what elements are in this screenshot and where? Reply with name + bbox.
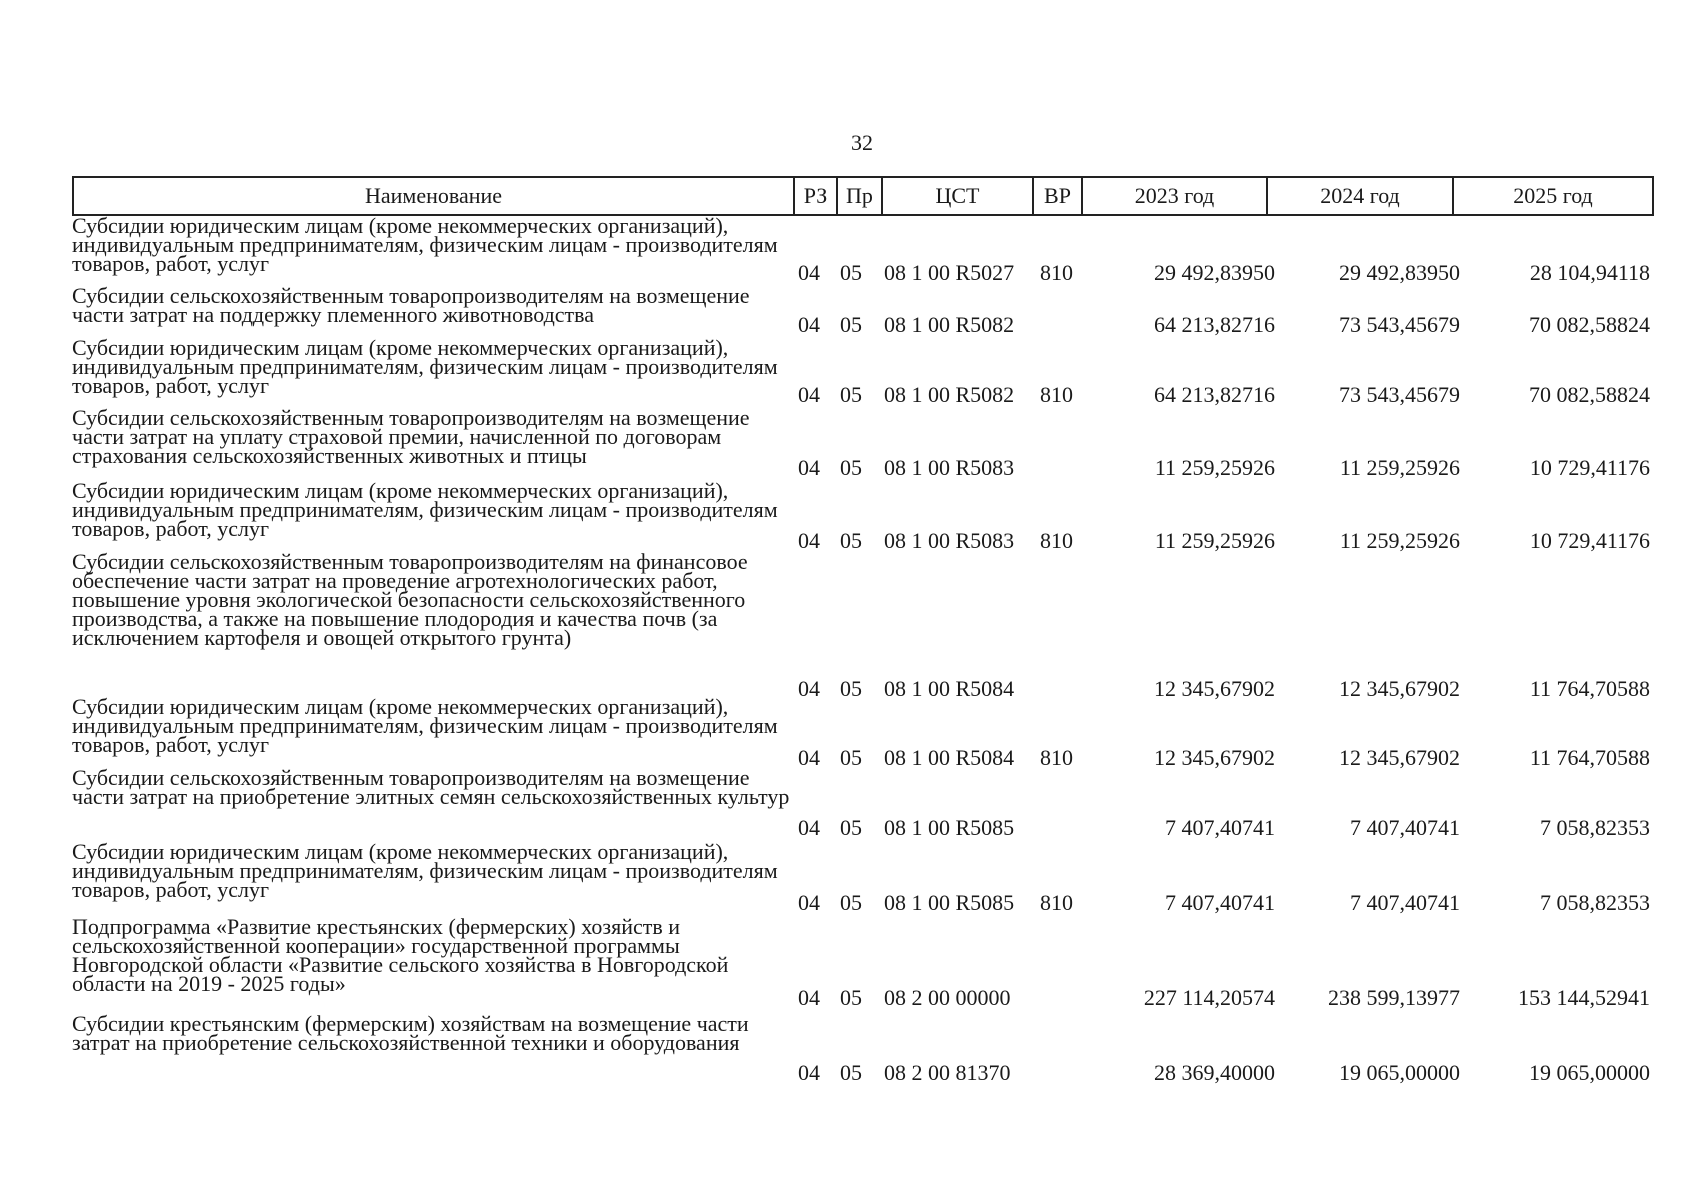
header-rz: РЗ bbox=[795, 178, 838, 214]
row-value-2025: 11 764,70588 bbox=[1529, 745, 1650, 770]
row-pr: 05 bbox=[840, 260, 862, 285]
row-value-2025: 10 729,41176 bbox=[1529, 455, 1650, 480]
row-name: Субсидии сельскохозяйственным товаропроизводителям на возмещение части затрат на приобретение элитных семян сельскохозяйственных культур bbox=[72, 765, 790, 809]
row-pr: 05 bbox=[840, 985, 862, 1010]
row-pr: 05 bbox=[840, 745, 862, 770]
row-value-2024: 29 492,83950 bbox=[1339, 260, 1460, 285]
row-name: Субсидии крестьянским (фермерским) хозяйствам на возмещение части затрат на приобретение сельскохозяйственной техники и оборудования bbox=[72, 1011, 749, 1055]
row-cst: 08 1 00 R5084 bbox=[884, 745, 1015, 770]
row-value-2024: 12 345,67902 bbox=[1339, 676, 1460, 701]
row-value-2023: 28 369,40000 bbox=[1154, 1060, 1275, 1085]
row-name: Субсидии сельскохозяйственным товаропроизводителям на возмещение части затрат на уплату страховой премии, начисленной по договорам страхования сельскохозяйственных животных и птицы bbox=[72, 405, 750, 468]
row-rz: 04 bbox=[798, 528, 820, 553]
row-value-2025: 11 764,70588 bbox=[1529, 676, 1650, 701]
header-name: Наименование bbox=[74, 178, 795, 214]
row-vr: 810 bbox=[1040, 260, 1073, 285]
row-value-2025: 10 729,41176 bbox=[1529, 528, 1650, 553]
header-2025: 2025 год bbox=[1513, 183, 1593, 208]
row-value-2023: 12 345,67902 bbox=[1154, 745, 1275, 770]
row-pr: 05 bbox=[840, 1060, 862, 1085]
row-value-2024: 11 259,25926 bbox=[1339, 528, 1460, 553]
row-pr: 05 bbox=[840, 455, 862, 480]
row-rz: 04 bbox=[798, 382, 820, 407]
row-cst: 08 1 00 R5083 bbox=[884, 455, 1015, 480]
row-value-2023: 11 259,25926 bbox=[1154, 455, 1275, 480]
row-value-2023: 7 407,40741 bbox=[1165, 815, 1275, 840]
row-pr: 05 bbox=[840, 890, 862, 915]
row-rz: 04 bbox=[798, 1060, 820, 1085]
row-value-2023: 11 259,25926 bbox=[1154, 528, 1275, 553]
row-name: Субсидии юридическим лицам (кроме некоммерческих организаций), индивидуальным предпринимателям, физическим лицам - производителям товаров, работ, услуг bbox=[72, 213, 778, 276]
row-value-2024: 7 407,40741 bbox=[1350, 815, 1460, 840]
row-cst: 08 1 00 R5084 bbox=[884, 676, 1015, 701]
row-cst: 08 1 00 R5027 bbox=[884, 260, 1015, 285]
row-pr: 05 bbox=[840, 528, 862, 553]
row-value-2024: 11 259,25926 bbox=[1339, 455, 1460, 480]
row-value-2023: 64 213,82716 bbox=[1154, 382, 1275, 407]
row-name: Субсидии юридическим лицам (кроме некоммерческих организаций), индивидуальным предпринимателям, физическим лицам - производителям товаров, работ, услуг bbox=[72, 839, 778, 902]
row-value-2023: 64 213,82716 bbox=[1154, 312, 1275, 337]
row-pr: 05 bbox=[840, 815, 862, 840]
row-rz: 04 bbox=[798, 985, 820, 1010]
row-cst: 08 1 00 R5085 bbox=[884, 815, 1015, 840]
header-2024: 2024 год bbox=[1268, 178, 1454, 214]
header-2023: 2023 год bbox=[1083, 178, 1268, 214]
row-cst: 08 2 00 00000 bbox=[884, 985, 1011, 1010]
header-cst: ЦСТ bbox=[883, 178, 1034, 214]
row-value-2025: 7 058,82353 bbox=[1540, 815, 1650, 840]
row-name: Субсидии сельскохозяйственным товаропроизводителям на финансовое обеспечение части затрат на проведение агротехнологических работ, повышение уровня экологической безопасности сельскохозяйственного производства, а также на повышение плодородия и качества почв (за исключением картофеля и овощей открытого грунта) bbox=[72, 549, 748, 650]
row-value-2025: 70 082,58824 bbox=[1529, 382, 1650, 407]
row-value-2024: 73 543,45679 bbox=[1339, 382, 1460, 407]
row-rz: 04 bbox=[798, 815, 820, 840]
table-header bbox=[72, 176, 1654, 216]
row-name: Подпрограмма «Развитие крестьянских (фермерских) хозяйств и сельскохозяйственной кооперации» государственной программы Новгородской области «Развитие сельского хозяйства в Новгородской области на 2019 - 2025 годы» bbox=[72, 914, 729, 996]
row-rz: 04 bbox=[798, 455, 820, 480]
row-value-2025: 28 104,94118 bbox=[1529, 260, 1650, 285]
row-value-2023: 12 345,67902 bbox=[1154, 676, 1275, 701]
row-pr: 05 bbox=[840, 312, 862, 337]
row-vr: 810 bbox=[1040, 745, 1073, 770]
row-cst: 08 2 00 81370 bbox=[884, 1060, 1011, 1085]
row-cst: 08 1 00 R5082 bbox=[884, 382, 1015, 407]
row-cst: 08 1 00 R5082 bbox=[884, 312, 1015, 337]
row-vr: 810 bbox=[1040, 890, 1073, 915]
header-vr: ВР bbox=[1034, 178, 1083, 214]
row-value-2025: 19 065,00000 bbox=[1529, 1060, 1650, 1085]
row-rz: 04 bbox=[798, 890, 820, 915]
row-name: Субсидии сельскохозяйственным товаропроизводителям на возмещение части затрат на поддержку племенного животноводства bbox=[72, 283, 750, 327]
row-value-2023: 29 492,83950 bbox=[1154, 260, 1275, 285]
row-value-2024: 238 599,13977 bbox=[1328, 985, 1460, 1010]
row-rz: 04 bbox=[798, 745, 820, 770]
row-value-2025: 7 058,82353 bbox=[1540, 890, 1650, 915]
header-pr: Пр bbox=[838, 178, 883, 214]
row-value-2024: 7 407,40741 bbox=[1350, 890, 1460, 915]
row-value-2024: 73 543,45679 bbox=[1339, 312, 1460, 337]
row-value-2023: 7 407,40741 bbox=[1165, 890, 1275, 915]
row-cst: 08 1 00 R5085 bbox=[884, 890, 1015, 915]
row-rz: 04 bbox=[798, 676, 820, 701]
row-value-2025: 70 082,58824 bbox=[1529, 312, 1650, 337]
row-rz: 04 bbox=[798, 312, 820, 337]
row-name: Субсидии юридическим лицам (кроме некоммерческих организаций), индивидуальным предпринимателям, физическим лицам - производителям товаров, работ, услуг bbox=[72, 478, 778, 541]
row-pr: 05 bbox=[840, 382, 862, 407]
row-vr: 810 bbox=[1040, 382, 1073, 407]
row-cst: 08 1 00 R5083 bbox=[884, 528, 1015, 553]
page-number: 32 bbox=[851, 130, 873, 155]
row-name: Субсидии юридическим лицам (кроме некоммерческих организаций), индивидуальным предпринимателям, физическим лицам - производителям товаров, работ, услуг bbox=[72, 335, 778, 398]
row-vr: 810 bbox=[1040, 528, 1073, 553]
row-rz: 04 bbox=[798, 260, 820, 285]
row-value-2024: 19 065,00000 bbox=[1339, 1060, 1460, 1085]
row-pr: 05 bbox=[840, 676, 862, 701]
row-value-2025: 153 144,52941 bbox=[1518, 985, 1650, 1010]
row-name: Субсидии юридическим лицам (кроме некоммерческих организаций), индивидуальным предпринимателям, физическим лицам - производителям товаров, работ, услуг bbox=[72, 694, 778, 757]
row-value-2024: 12 345,67902 bbox=[1339, 745, 1460, 770]
row-value-2023: 227 114,20574 bbox=[1143, 985, 1275, 1010]
